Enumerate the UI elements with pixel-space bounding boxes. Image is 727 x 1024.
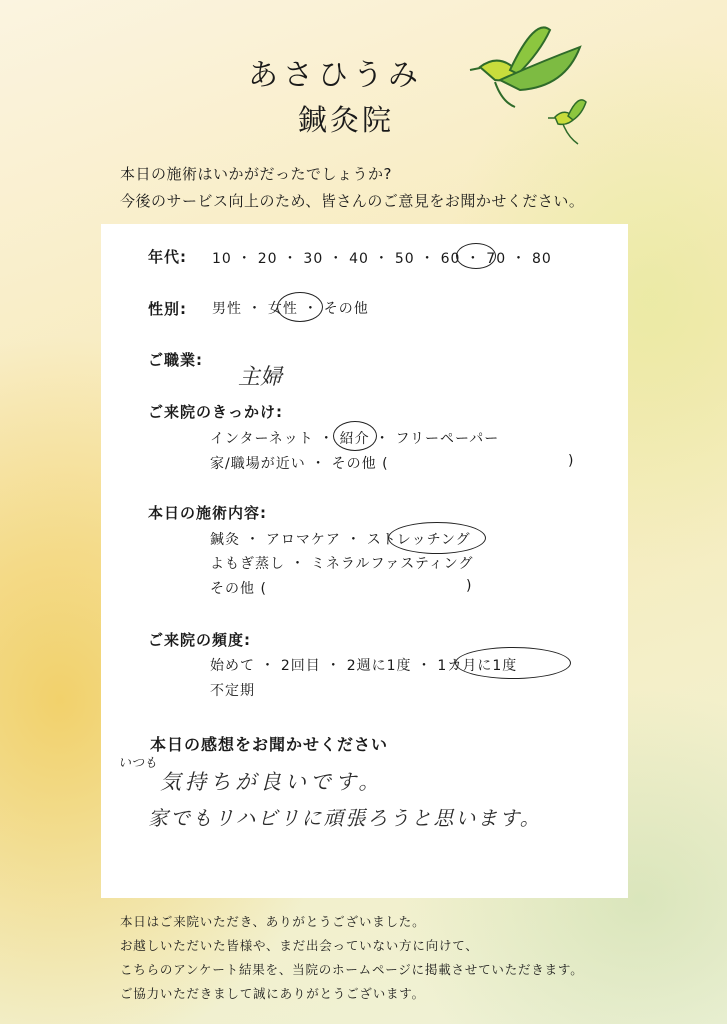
impression-line-1: 気持ちが良いです。 (160, 770, 384, 794)
trigger-label: ご来院のきっかけ: (148, 403, 283, 421)
gender-selected-circle (277, 292, 323, 322)
frequency-selected-circle (455, 647, 571, 679)
age-options: 10 ・ 20 ・ 30 ・ 40 ・ 50 ・ 60 ・ 70 ・ 80 (212, 251, 552, 267)
bird-logo-icon (440, 22, 590, 162)
clinic-type: 鍼灸院 (298, 103, 395, 137)
treatment-line-1: 鍼灸 ・ アロマケア ・ ストレッチング (210, 532, 471, 548)
impression-prefix: いつも (118, 756, 158, 771)
age-label: 年代: (148, 248, 187, 266)
intro-line-2: 今後のサービス向上のため、皆さんのご意見をお聞かせください。 (120, 192, 585, 210)
trigger-line-1: インターネット ・ 紹介 ・ フリーペーパー (210, 431, 500, 447)
job-label: ご職業: (148, 351, 203, 369)
footer-line-2: お越しいただいた皆様や、まだ出会っていない方に向けて、 (120, 938, 479, 953)
impression-label: 本日の感想をお聞かせください (150, 735, 389, 754)
treatment-selected-circle (388, 522, 486, 554)
footer-line-3: こちらのアンケート結果を、当院のホームページに掲載させていただきます。 (120, 962, 584, 977)
gender-label: 性別: (148, 300, 187, 318)
impression-line-2: 家でもリハビリに頑張ろうと思います。 (148, 806, 542, 830)
footer-line-4: ご協力いただきまして誠にありがとうございます。 (120, 986, 425, 1001)
footer-line-1: 本日はご来院いただき、ありがとうございました。 (120, 914, 426, 929)
age-selected-circle (456, 243, 496, 269)
trigger-close-paren: ) (568, 453, 575, 469)
treatment-close-paren: ) (466, 578, 473, 594)
treatment-line-2: よもぎ蒸し ・ ミネラルファスティング (210, 556, 474, 572)
frequency-line-2: 不定期 (210, 683, 255, 699)
treatment-label: 本日の施術内容: (148, 504, 267, 522)
frequency-label: ご来院の頻度: (148, 631, 251, 649)
trigger-line-2: 家/職場が近い ・ その他 ( (210, 456, 389, 472)
treatment-line-3: その他 ( (210, 581, 267, 597)
frequency-line-1: 始めて ・ 2回目 ・ 2週に1度 ・ 1カ月に1度 (210, 658, 518, 674)
trigger-selected-circle (333, 421, 377, 451)
gender-options: 男性 ・ 女性 ・ その他 (212, 301, 369, 317)
clinic-name: あさひうみ (248, 58, 423, 93)
job-answer: 主婦 (238, 365, 283, 390)
intro-line-1: 本日の施術はいかがだったでしょうか? (120, 165, 392, 183)
